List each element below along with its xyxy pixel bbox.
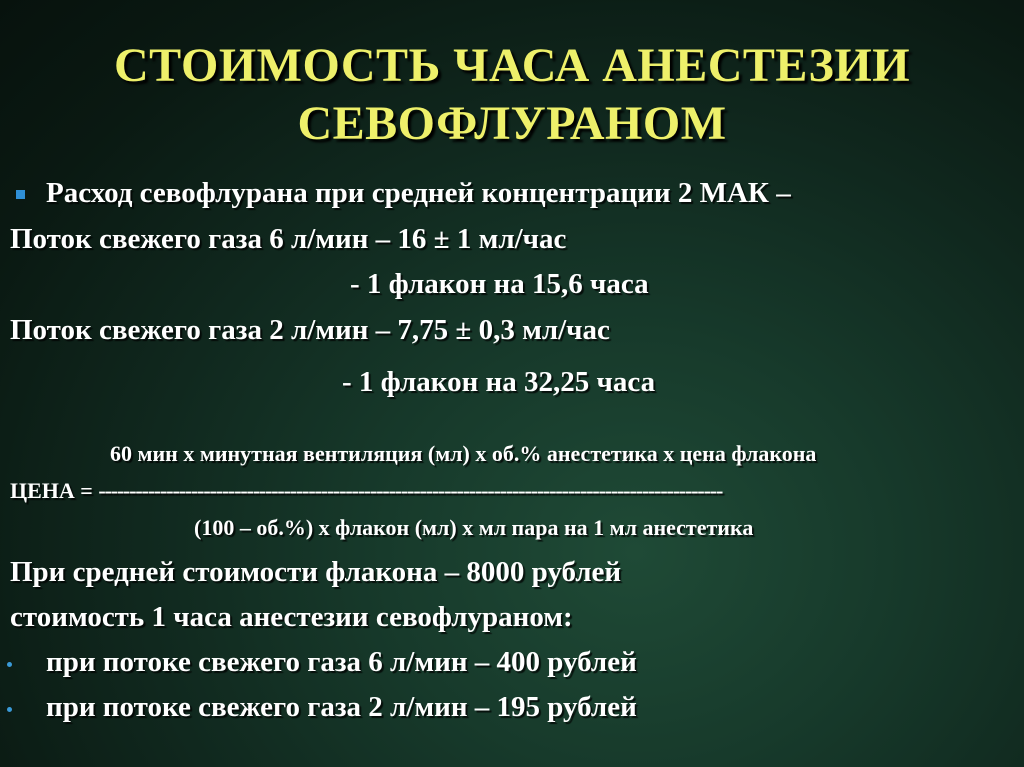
dot-bullet-icon (7, 662, 12, 667)
square-bullet-icon (16, 190, 25, 199)
formula-denominator: (100 – об.%) х флакон (мл) х мл пара на 1 мл анестетика (194, 515, 754, 540)
formula-label: ЦЕНА = (10, 478, 99, 503)
formula-fraction-bar: ----------------------------------------------------------------------------------------------------- (98, 478, 723, 503)
cost-item-flow-2: при потоке свежего газа 2 л/мин – 195 рублей (46, 691, 637, 723)
slide-title-line1: СТОИМОСТЬ ЧАСА АНЕСТЕЗИИ (113, 39, 911, 92)
cost-item-flow-6: при потоке свежего газа 6 л/мин – 400 рублей (46, 646, 637, 678)
average-vial-price: При средней стоимости флакона – 8000 рублей (10, 556, 622, 588)
formula-row (10, 478, 722, 504)
dot-bullet-icon (7, 707, 12, 712)
flow-2-vial-duration: - 1 флакон на 32,25 часа (342, 366, 656, 398)
formula-numerator: 60 мин х минутная вентиляция (мл) х об.% анестетика х цена флакона (110, 441, 817, 466)
hour-cost-heading: стоимость 1 часа анестезии севофлураном: (10, 601, 573, 633)
flow-6-consumption: Поток свежего газа 6 л/мин – 16 ± 1 мл/час (10, 223, 567, 255)
flow-2-consumption: Поток свежего газа 2 л/мин – 7,75 ± 0,3 мл/час (10, 314, 610, 346)
consumption-intro: Расход севофлурана при средней концентрации 2 МАК – (46, 177, 791, 209)
slide-title-line2: СЕВОФЛУРАНОМ (297, 97, 727, 150)
flow-6-vial-duration: - 1 флакон на 15,6 часа (350, 268, 649, 300)
